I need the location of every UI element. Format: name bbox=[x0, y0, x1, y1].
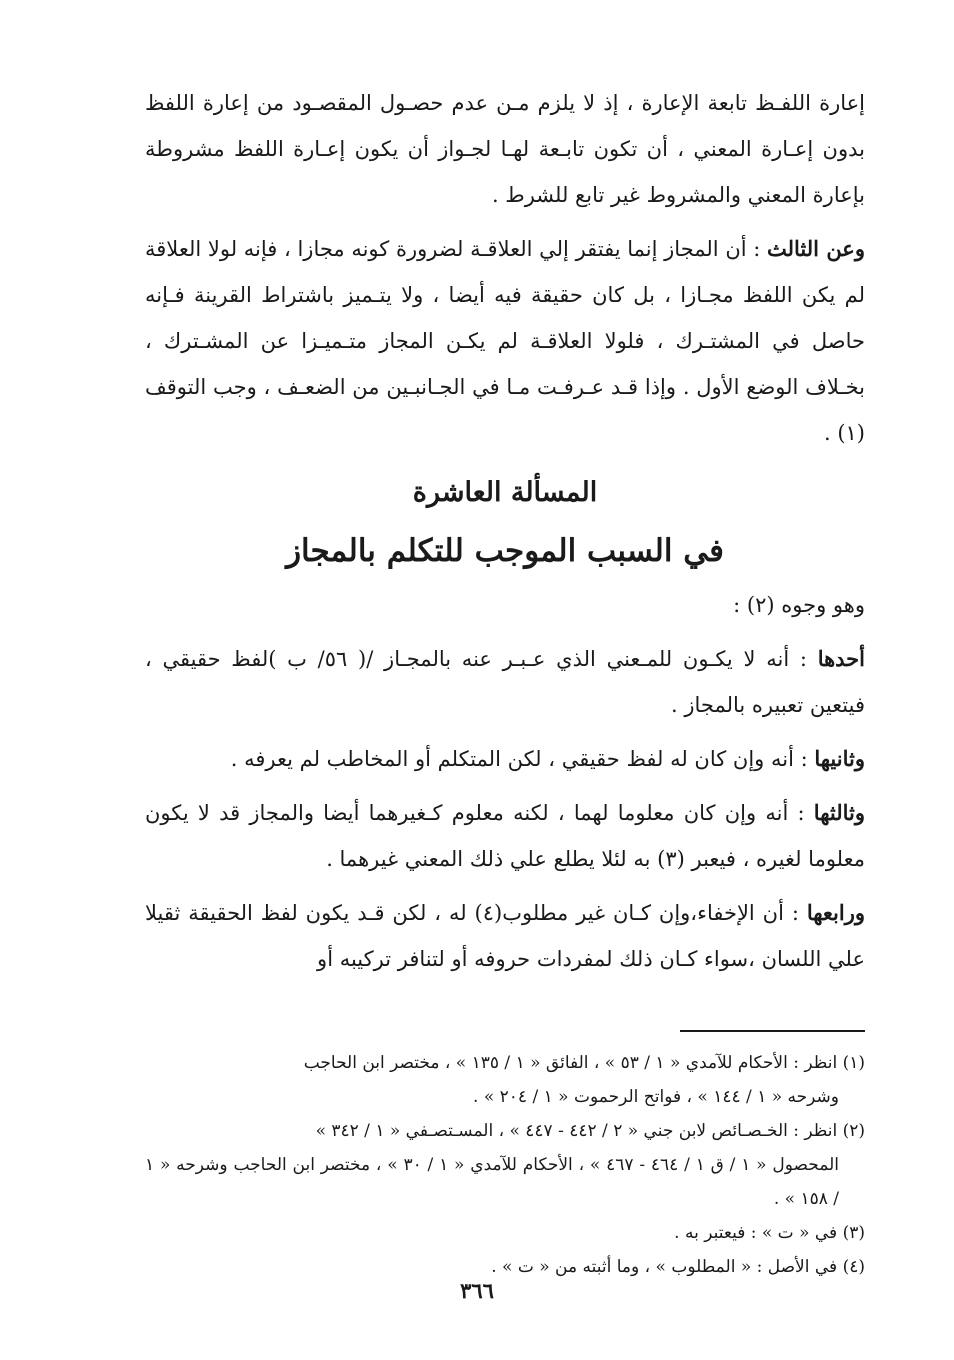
paragraph-second: وثانيها : أنه وإن كان له لفظ حقيقي ، لكن المتكلم أو المخاطب لم يعرفه . bbox=[230, 746, 865, 771]
page-body bbox=[145, 80, 865, 1284]
footnote-4: (٤) في الأصل : « المطلوب » ، وما أثبته من « ت » . bbox=[491, 1257, 865, 1277]
section-subheading: في السبب الموجب للتكلم بالمجاز bbox=[286, 533, 724, 569]
paragraph-lead: وعن الثالث bbox=[767, 236, 865, 261]
footnote-2: (٢) انظر : الخـصـائص لابن جني « ٢ / ٤٤٢ - ٤٤٧ » ، المسـتصـفي « ١ / ٣٤٢ » المحصول « ١ / ق ١ / ٤٦٤ - ٤٦٧ » ، الأحكام للآمدي « ١ / ٣٠ » ، مختصر ابن الحاجب وشرحه « ١ / ١٥٨ » . bbox=[145, 1121, 865, 1209]
paragraph-third: وثالثها : أنه وإن كان معلوما لهما ، لكنه معلوم كـغيرهما أيضا والمجاز قد لا يكون معلوما لغيره ، فيعبر (٣) به لئلا يطلع علي ذلك المعني غيرهما . bbox=[145, 800, 865, 871]
paragraph-first: أحدها : أنه لا يكـون للمـعني الذي عـبـر عنه بالمجـاز /( ٥٦/ ب )لفظ حقيقي ، فيتعين تعبيره بالمجاز . bbox=[145, 646, 865, 717]
bottom-paragraphs bbox=[145, 582, 865, 982]
paragraph-2: وعن الثالث : أن المجاز إنما يفتقر إلي العلاقـة لضرورة كونه مجازا ، فإنه لولا العلاقة لم يكن اللفظ مجـازا ، بل كان حقيقة فيه أيضا ، ولا يتـميز باشتراط القرينة فـإنه حاصل في المشتـرك ، فلولا العلاقـة لم يكـن المجاز متـميـزا عن المشـترك ، بخـلاف الوضع الأول . وإذا قـد عـرفـت مـا في الجـانبـين من الضعـف ، وجب التوقف (١) . bbox=[145, 236, 865, 445]
paragraph-fourth: ورابعها : أن الإخفاء،وإن كـان غير مطلوب(٤) له ، لكن قـد يكون لفظ الحقيقة ثقيلا علي اللسان ،سواء كـان ذلك لمفردات حروفه أو لتنافر تركيبه أو bbox=[145, 900, 865, 971]
paragraph-intro: وهو وجوه (٢) : bbox=[733, 593, 865, 617]
section-heading: المسألة العاشرة bbox=[412, 477, 598, 508]
top-paragraphs bbox=[145, 80, 865, 456]
footnote-divider bbox=[680, 1030, 865, 1032]
footnotes bbox=[145, 1046, 865, 1284]
footnote-3: (٣) في « ت » : فيعتبر به . bbox=[674, 1223, 865, 1243]
footnote-1: (١) انظر : الأحكام للآمدي « ١ / ٥٣ » ، الفائق « ١ / ١٣٥ » ، مختصر ابن الحاجب وشرحه « ١ / ١٤٤ » ، فواتح الرحموت « ١ / ٢٠٤ » . bbox=[303, 1053, 865, 1107]
paragraph-1: إعارة اللفـظ تابعة الإعارة ، إذ لا يلزم مـن عدم حصـول المقصـود من إعارة اللفظ بدون إعـارة المعني ، أن تكون تابـعة لهـا لجـواز أن يكون إعـارة اللفظ مشروطة بإعارة المعني والمشروط غير تابع للشرط . bbox=[145, 91, 865, 207]
page-number: ٣٦٦ bbox=[460, 1278, 494, 1303]
